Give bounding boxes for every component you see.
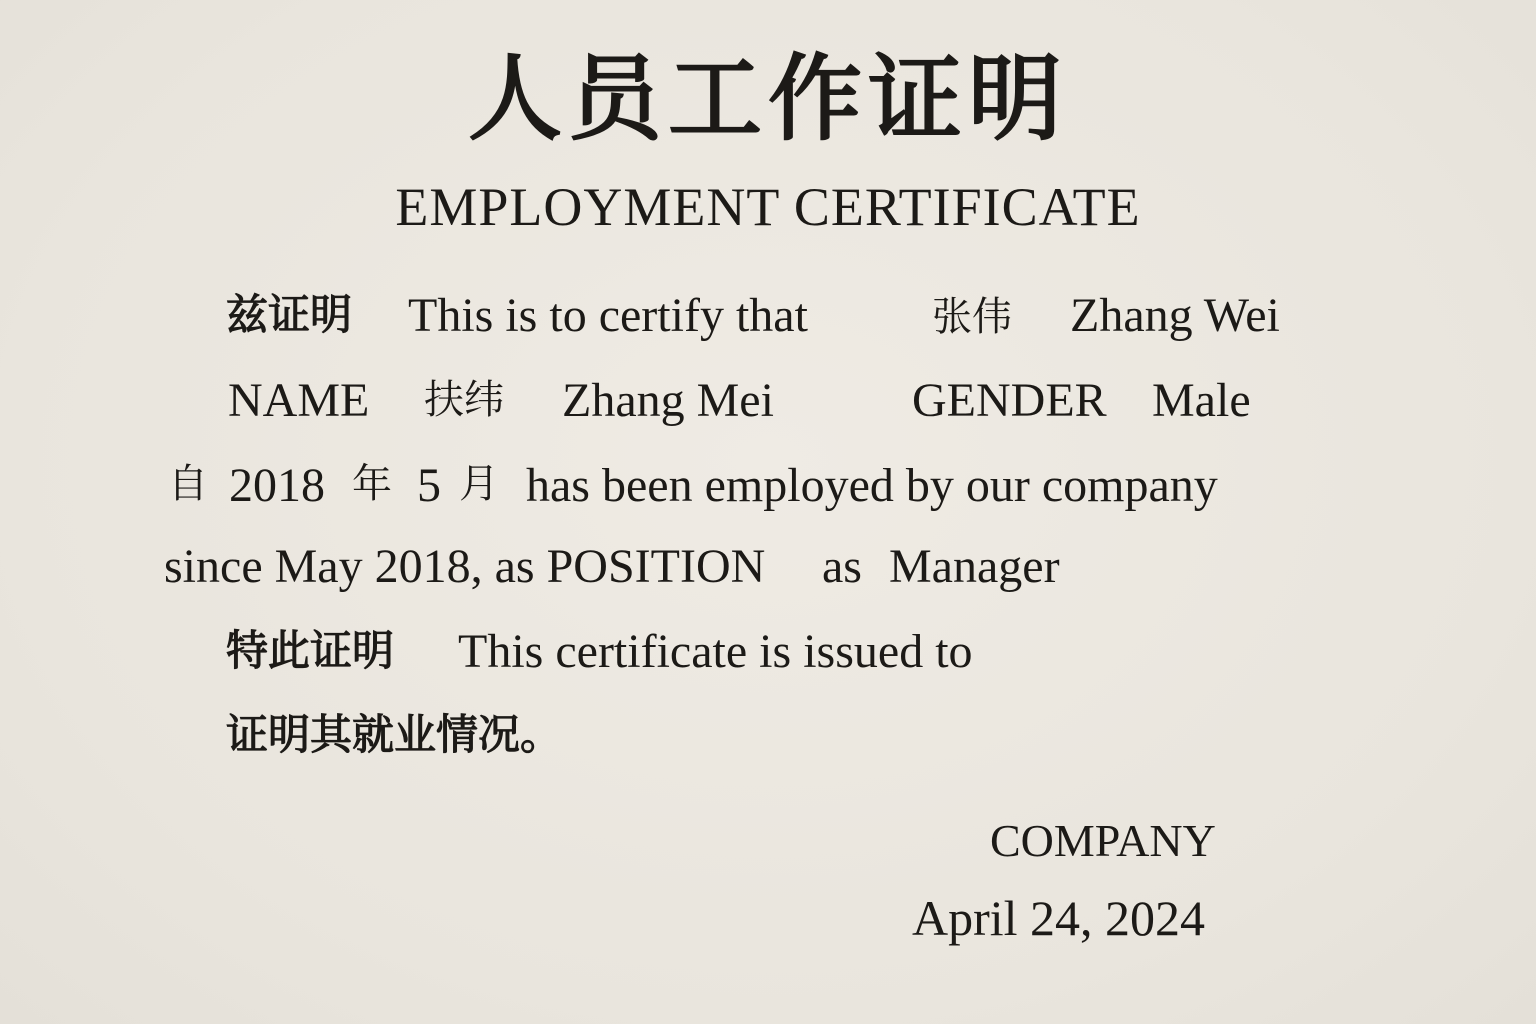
name-value-en: Zhang Mei [562,374,774,427]
employment-statement: has been employed by our company [526,459,1218,512]
gender-label: GENDER [912,374,1107,427]
as-word: as [822,540,862,593]
start-year: 2018 [229,459,325,512]
start-month: 5 [417,459,441,512]
month-unit: 月 [459,461,499,507]
since-statement: since May 2018, as POSITION [164,540,766,593]
name-value-cn: 扶纬 [424,377,504,423]
certify-intro-en: This is to certify that [408,289,808,342]
title-chinese: 人员工作证明 [467,44,1068,154]
since-cn: 自 [168,461,208,507]
position-value: Manager [889,540,1060,593]
issue-date: April 24, 2024 [912,890,1206,946]
issued-statement: This certificate is issued to [458,625,973,678]
title-english: EMPLOYMENT CERTIFICATE [395,177,1141,237]
name-label: NAME [228,374,370,427]
gender-value: Male [1152,374,1251,427]
employee-name-cn: 张伟 [932,294,1012,340]
hereby-certify-cn: 特此证明 [226,626,395,675]
company-name: COMPANY [990,815,1216,866]
year-unit: 年 [352,461,392,507]
employee-name-en: Zhang Wei [1070,289,1280,342]
certify-intro-cn: 兹证明 [226,290,353,339]
employment-status-cn: 证明其就业情况。 [226,710,563,759]
